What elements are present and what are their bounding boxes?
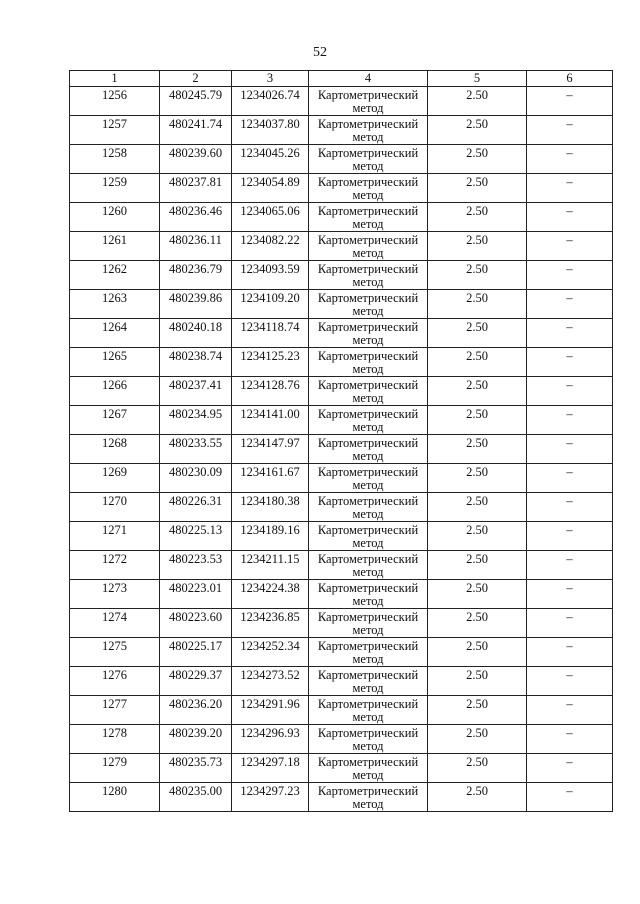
table-row xyxy=(70,493,613,522)
y-coordinate-cell: 1234296.93 xyxy=(232,725,309,754)
column-header-6: 6 xyxy=(527,71,613,87)
accuracy-cell: 2.50 xyxy=(428,725,527,754)
method-cell: Картометрический метод xyxy=(309,377,428,406)
method-cell: Картометрический метод xyxy=(309,406,428,435)
x-coordinate-cell: 480225.13 xyxy=(160,522,232,551)
x-coordinate-cell: 480236.46 xyxy=(160,203,232,232)
point-number-cell: 1259 xyxy=(70,174,160,203)
method-cell: Картометрический метод xyxy=(309,667,428,696)
point-number-cell: 1261 xyxy=(70,232,160,261)
point-number-cell: 1263 xyxy=(70,290,160,319)
method-cell: Картометрический метод xyxy=(309,290,428,319)
y-coordinate-cell: 1234141.00 xyxy=(232,406,309,435)
note-cell: – xyxy=(527,580,613,609)
point-number-cell: 1272 xyxy=(70,551,160,580)
x-coordinate-cell: 480245.79 xyxy=(160,87,232,116)
point-number-cell: 1274 xyxy=(70,609,160,638)
method-cell: Картометрический метод xyxy=(309,145,428,174)
accuracy-cell: 2.50 xyxy=(428,261,527,290)
y-coordinate-cell: 1234128.76 xyxy=(232,377,309,406)
y-coordinate-cell: 1234252.34 xyxy=(232,638,309,667)
y-coordinate-cell: 1234082.22 xyxy=(232,232,309,261)
accuracy-cell: 2.50 xyxy=(428,667,527,696)
method-cell: Картометрический метод xyxy=(309,493,428,522)
table-row xyxy=(70,261,613,290)
note-cell: – xyxy=(527,377,613,406)
accuracy-cell: 2.50 xyxy=(428,116,527,145)
x-coordinate-cell: 480239.60 xyxy=(160,145,232,174)
point-number-cell: 1279 xyxy=(70,754,160,783)
y-coordinate-cell: 1234045.26 xyxy=(232,145,309,174)
x-coordinate-cell: 480238.74 xyxy=(160,348,232,377)
accuracy-cell: 2.50 xyxy=(428,580,527,609)
method-cell: Картометрический метод xyxy=(309,580,428,609)
table-row xyxy=(70,754,613,783)
method-cell: Картометрический метод xyxy=(309,551,428,580)
method-cell: Картометрический метод xyxy=(309,522,428,551)
method-cell: Картометрический метод xyxy=(309,754,428,783)
y-coordinate-cell: 1234093.59 xyxy=(232,261,309,290)
note-cell: – xyxy=(527,638,613,667)
accuracy-cell: 2.50 xyxy=(428,638,527,667)
note-cell: – xyxy=(527,145,613,174)
point-number-cell: 1277 xyxy=(70,696,160,725)
y-coordinate-cell: 1234297.23 xyxy=(232,783,309,812)
x-coordinate-cell: 480234.95 xyxy=(160,406,232,435)
y-coordinate-cell: 1234211.15 xyxy=(232,551,309,580)
method-cell: Картометрический метод xyxy=(309,609,428,638)
method-cell: Картометрический метод xyxy=(309,261,428,290)
table-row xyxy=(70,609,613,638)
x-coordinate-cell: 480239.20 xyxy=(160,725,232,754)
table-row xyxy=(70,174,613,203)
column-header-1: 1 xyxy=(70,71,160,87)
method-cell: Картометрический метод xyxy=(309,319,428,348)
y-coordinate-cell: 1234026.74 xyxy=(232,87,309,116)
page-number: 52 xyxy=(313,45,327,60)
y-coordinate-cell: 1234224.38 xyxy=(232,580,309,609)
accuracy-cell: 2.50 xyxy=(428,232,527,261)
method-cell: Картометрический метод xyxy=(309,464,428,493)
y-coordinate-cell: 1234291.96 xyxy=(232,696,309,725)
y-coordinate-cell: 1234189.16 xyxy=(232,522,309,551)
column-header-2: 2 xyxy=(160,71,232,87)
table-row xyxy=(70,551,613,580)
table-row xyxy=(70,145,613,174)
note-cell: – xyxy=(527,87,613,116)
method-cell: Картометрический метод xyxy=(309,638,428,667)
point-number-cell: 1256 xyxy=(70,87,160,116)
column-header-3: 3 xyxy=(232,71,309,87)
note-cell: – xyxy=(527,406,613,435)
x-coordinate-cell: 480237.81 xyxy=(160,174,232,203)
x-coordinate-cell: 480229.37 xyxy=(160,667,232,696)
y-coordinate-cell: 1234118.74 xyxy=(232,319,309,348)
table-row xyxy=(70,580,613,609)
column-header-4: 4 xyxy=(309,71,428,87)
method-cell: Картометрический метод xyxy=(309,725,428,754)
y-coordinate-cell: 1234065.06 xyxy=(232,203,309,232)
table-row xyxy=(70,406,613,435)
note-cell: – xyxy=(527,551,613,580)
accuracy-cell: 2.50 xyxy=(428,377,527,406)
note-cell: – xyxy=(527,290,613,319)
accuracy-cell: 2.50 xyxy=(428,348,527,377)
method-cell: Картометрический метод xyxy=(309,435,428,464)
method-cell: Картометрический метод xyxy=(309,87,428,116)
point-number-cell: 1265 xyxy=(70,348,160,377)
y-coordinate-cell: 1234037.80 xyxy=(232,116,309,145)
y-coordinate-cell: 1234109.20 xyxy=(232,290,309,319)
point-number-cell: 1280 xyxy=(70,783,160,812)
accuracy-cell: 2.50 xyxy=(428,203,527,232)
y-coordinate-cell: 1234180.38 xyxy=(232,493,309,522)
accuracy-cell: 2.50 xyxy=(428,609,527,638)
x-coordinate-cell: 480235.73 xyxy=(160,754,232,783)
accuracy-cell: 2.50 xyxy=(428,406,527,435)
note-cell: – xyxy=(527,493,613,522)
x-coordinate-cell: 480233.55 xyxy=(160,435,232,464)
table-row xyxy=(70,725,613,754)
accuracy-cell: 2.50 xyxy=(428,696,527,725)
point-number-cell: 1257 xyxy=(70,116,160,145)
table-row xyxy=(70,522,613,551)
x-coordinate-cell: 480226.31 xyxy=(160,493,232,522)
note-cell: – xyxy=(527,522,613,551)
note-cell: – xyxy=(527,232,613,261)
method-cell: Картометрический метод xyxy=(309,783,428,812)
note-cell: – xyxy=(527,609,613,638)
point-number-cell: 1264 xyxy=(70,319,160,348)
point-number-cell: 1275 xyxy=(70,638,160,667)
table-body xyxy=(70,87,613,812)
x-coordinate-cell: 480225.17 xyxy=(160,638,232,667)
x-coordinate-cell: 480241.74 xyxy=(160,116,232,145)
table-row xyxy=(70,464,613,493)
note-cell: – xyxy=(527,435,613,464)
point-number-cell: 1271 xyxy=(70,522,160,551)
note-cell: – xyxy=(527,696,613,725)
note-cell: – xyxy=(527,725,613,754)
note-cell: – xyxy=(527,783,613,812)
table-row xyxy=(70,638,613,667)
accuracy-cell: 2.50 xyxy=(428,87,527,116)
table-row xyxy=(70,783,613,812)
column-header-5: 5 xyxy=(428,71,527,87)
table-row xyxy=(70,232,613,261)
method-cell: Картометрический метод xyxy=(309,348,428,377)
method-cell: Картометрический метод xyxy=(309,174,428,203)
y-coordinate-cell: 1234054.89 xyxy=(232,174,309,203)
note-cell: – xyxy=(527,203,613,232)
table-row xyxy=(70,667,613,696)
method-cell: Картометрический метод xyxy=(309,696,428,725)
x-coordinate-cell: 480237.41 xyxy=(160,377,232,406)
header-row xyxy=(70,71,613,87)
point-number-cell: 1278 xyxy=(70,725,160,754)
note-cell: – xyxy=(527,319,613,348)
point-number-cell: 1268 xyxy=(70,435,160,464)
x-coordinate-cell: 480223.53 xyxy=(160,551,232,580)
method-cell: Картометрический метод xyxy=(309,116,428,145)
x-coordinate-cell: 480239.86 xyxy=(160,290,232,319)
accuracy-cell: 2.50 xyxy=(428,783,527,812)
table-row xyxy=(70,435,613,464)
note-cell: – xyxy=(527,754,613,783)
y-coordinate-cell: 1234297.18 xyxy=(232,754,309,783)
y-coordinate-cell: 1234147.97 xyxy=(232,435,309,464)
x-coordinate-cell: 480236.20 xyxy=(160,696,232,725)
table-header xyxy=(70,71,613,87)
table-row xyxy=(70,290,613,319)
accuracy-cell: 2.50 xyxy=(428,754,527,783)
point-number-cell: 1273 xyxy=(70,580,160,609)
table-row xyxy=(70,87,613,116)
note-cell: – xyxy=(527,261,613,290)
table-row xyxy=(70,377,613,406)
method-cell: Картометрический метод xyxy=(309,232,428,261)
accuracy-cell: 2.50 xyxy=(428,551,527,580)
y-coordinate-cell: 1234125.23 xyxy=(232,348,309,377)
x-coordinate-cell: 480236.11 xyxy=(160,232,232,261)
y-coordinate-cell: 1234161.67 xyxy=(232,464,309,493)
table-row xyxy=(70,348,613,377)
x-coordinate-cell: 480235.00 xyxy=(160,783,232,812)
accuracy-cell: 2.50 xyxy=(428,522,527,551)
note-cell: – xyxy=(527,348,613,377)
accuracy-cell: 2.50 xyxy=(428,145,527,174)
accuracy-cell: 2.50 xyxy=(428,493,527,522)
note-cell: – xyxy=(527,667,613,696)
point-number-cell: 1270 xyxy=(70,493,160,522)
note-cell: – xyxy=(527,464,613,493)
x-coordinate-cell: 480230.09 xyxy=(160,464,232,493)
table-row xyxy=(70,116,613,145)
y-coordinate-cell: 1234236.85 xyxy=(232,609,309,638)
point-number-cell: 1258 xyxy=(70,145,160,174)
x-coordinate-cell: 480223.60 xyxy=(160,609,232,638)
point-number-cell: 1276 xyxy=(70,667,160,696)
point-number-cell: 1266 xyxy=(70,377,160,406)
x-coordinate-cell: 480223.01 xyxy=(160,580,232,609)
accuracy-cell: 2.50 xyxy=(428,464,527,493)
point-number-cell: 1262 xyxy=(70,261,160,290)
table-row xyxy=(70,203,613,232)
accuracy-cell: 2.50 xyxy=(428,319,527,348)
x-coordinate-cell: 480236.79 xyxy=(160,261,232,290)
point-number-cell: 1269 xyxy=(70,464,160,493)
accuracy-cell: 2.50 xyxy=(428,435,527,464)
point-number-cell: 1260 xyxy=(70,203,160,232)
y-coordinate-cell: 1234273.52 xyxy=(232,667,309,696)
coordinates-table xyxy=(69,70,613,812)
accuracy-cell: 2.50 xyxy=(428,174,527,203)
note-cell: – xyxy=(527,116,613,145)
x-coordinate-cell: 480240.18 xyxy=(160,319,232,348)
table-row xyxy=(70,319,613,348)
point-number-cell: 1267 xyxy=(70,406,160,435)
note-cell: – xyxy=(527,174,613,203)
table-row xyxy=(70,696,613,725)
method-cell: Картометрический метод xyxy=(309,203,428,232)
accuracy-cell: 2.50 xyxy=(428,290,527,319)
